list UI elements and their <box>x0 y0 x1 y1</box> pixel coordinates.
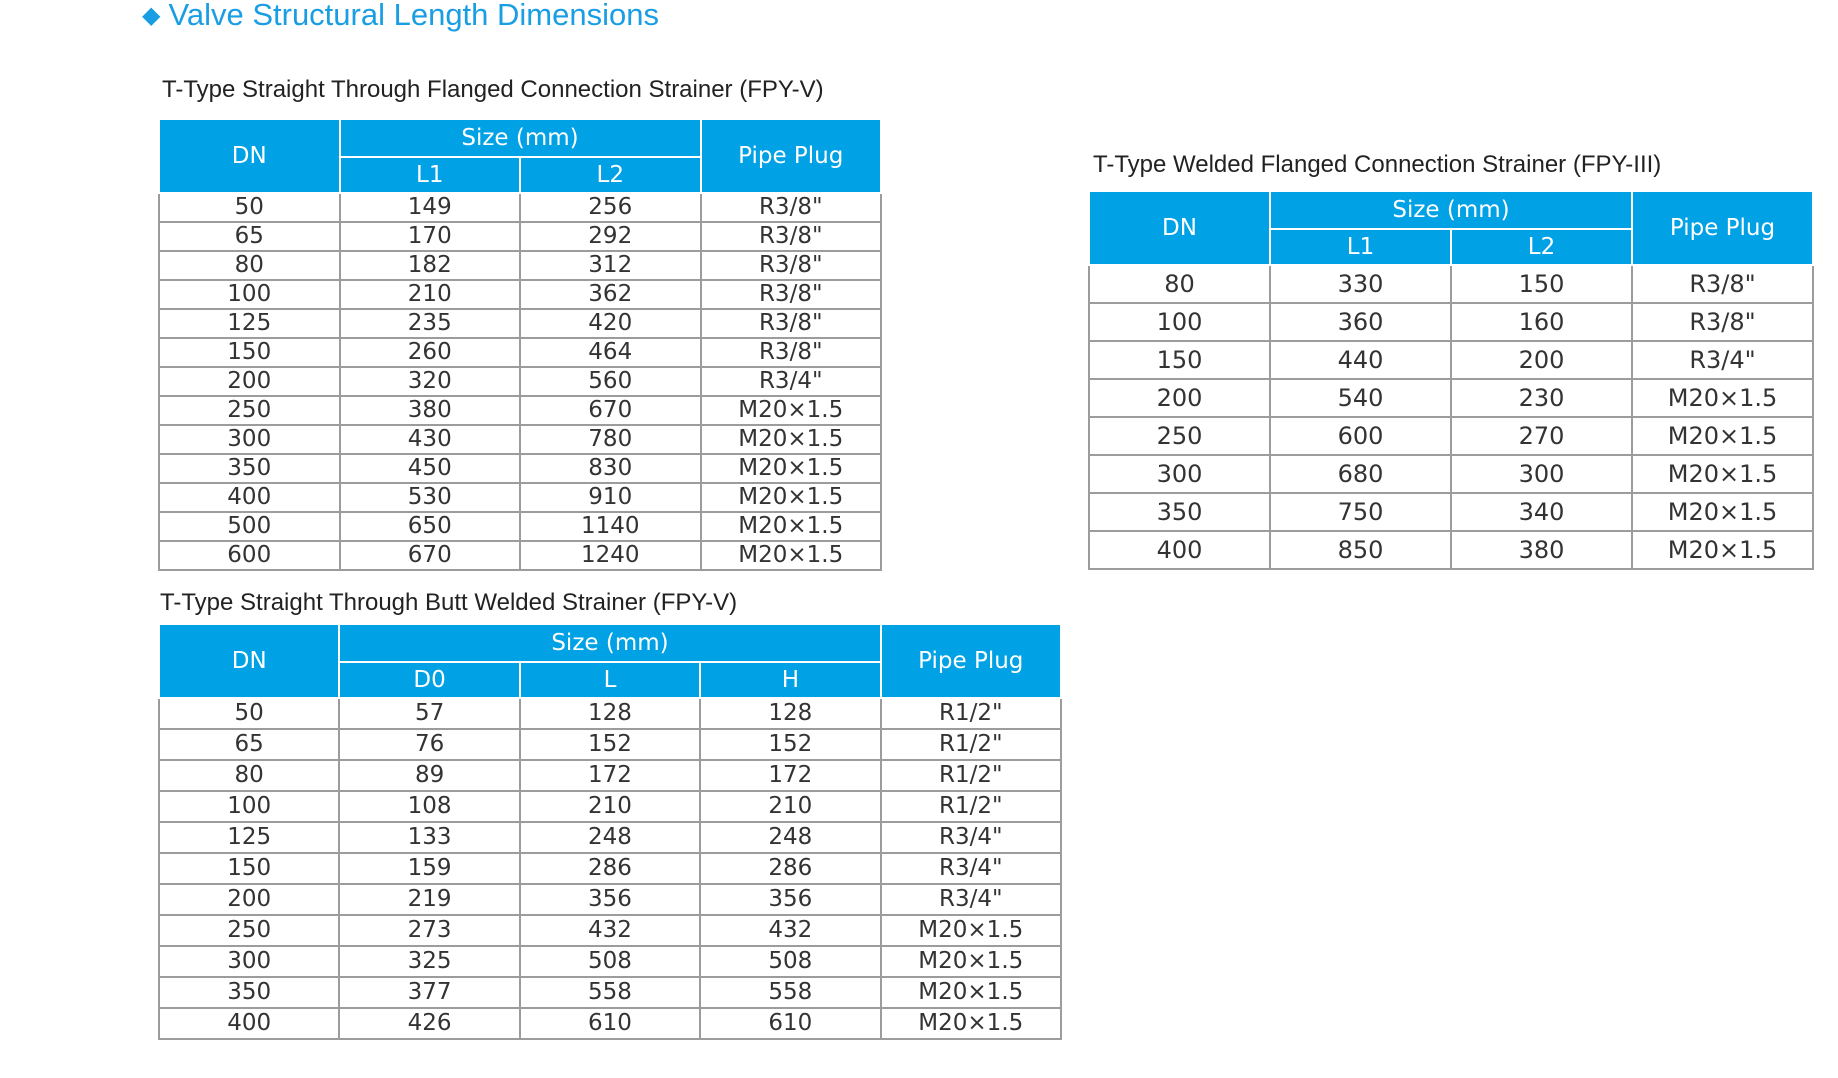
table-cell: M20×1.5 <box>881 915 1061 946</box>
table-cell: M20×1.5 <box>1632 417 1813 455</box>
table-cell: 312 <box>520 251 701 280</box>
table-row <box>1089 417 1813 455</box>
table-row <box>159 222 881 251</box>
header-d0: D0 <box>339 662 519 698</box>
section-title <box>142 0 659 31</box>
table-cell: M20×1.5 <box>1632 455 1813 493</box>
table-cell: 350 <box>159 454 340 483</box>
table1-caption: T-Type Straight Through Flanged Connection Strainer (FPY-V) <box>162 76 824 103</box>
diamond-bullet-icon: ◆ <box>142 2 161 29</box>
table-row <box>1089 265 1813 303</box>
table-cell: R3/4" <box>701 367 882 396</box>
table-cell: M20×1.5 <box>701 454 882 483</box>
table-cell: M20×1.5 <box>1632 531 1813 569</box>
table-cell: 362 <box>520 280 701 309</box>
table-cell: 286 <box>520 853 700 884</box>
table-cell: 1140 <box>520 512 701 541</box>
table-cell: 325 <box>339 946 519 977</box>
table-cell: 670 <box>520 396 701 425</box>
header-dn: DN <box>159 119 340 193</box>
table-row <box>159 698 1061 729</box>
table-cell: 830 <box>520 454 701 483</box>
table-cell: 432 <box>520 915 700 946</box>
table-cell: R3/4" <box>1632 341 1813 379</box>
table-cell: 270 <box>1451 417 1632 455</box>
table-cell: 380 <box>1451 531 1632 569</box>
table-cell: M20×1.5 <box>701 541 882 570</box>
table-cell: R3/8" <box>701 251 882 280</box>
table-row <box>159 396 881 425</box>
header-h: H <box>700 662 880 698</box>
table-cell: 133 <box>339 822 519 853</box>
table-cell: 400 <box>159 1008 339 1039</box>
table-cell: 650 <box>340 512 521 541</box>
table-row <box>159 791 1061 822</box>
table-cell: M20×1.5 <box>881 1008 1061 1039</box>
table-cell: 250 <box>159 396 340 425</box>
table-cell: 150 <box>1451 265 1632 303</box>
table-cell: 170 <box>340 222 521 251</box>
table-cell: 380 <box>340 396 521 425</box>
table-row <box>159 915 1061 946</box>
header-l: L <box>520 662 700 698</box>
table2-caption: T-Type Welded Flanged Connection Strainer (FPY-III) <box>1093 151 1662 178</box>
table-cell: 100 <box>159 280 340 309</box>
table-cell: R3/8" <box>1632 303 1813 341</box>
table-cell: R3/8" <box>1632 265 1813 303</box>
table-cell: 540 <box>1270 379 1451 417</box>
table-cell: 182 <box>340 251 521 280</box>
table-cell: 150 <box>159 853 339 884</box>
table-cell: 600 <box>1270 417 1451 455</box>
table-cell: 508 <box>520 946 700 977</box>
table-cell: R3/8" <box>701 280 882 309</box>
table-cell: 80 <box>159 760 339 791</box>
header-l1: L1 <box>1270 229 1451 265</box>
table-cell: 440 <box>1270 341 1451 379</box>
table-cell: 80 <box>159 251 340 280</box>
table-butt-welded-fpy-v <box>158 623 1062 1040</box>
table-cell: 172 <box>700 760 880 791</box>
table1-body <box>159 193 881 570</box>
header-l2: L2 <box>520 157 701 193</box>
table-cell: 50 <box>159 698 339 729</box>
table-row <box>159 425 881 454</box>
table-cell: 300 <box>1089 455 1270 493</box>
table-cell: 286 <box>700 853 880 884</box>
table-cell: 200 <box>1089 379 1270 417</box>
table-cell: R3/4" <box>881 884 1061 915</box>
table-row <box>159 977 1061 1008</box>
table-row <box>159 884 1061 915</box>
table-cell: 558 <box>520 977 700 1008</box>
table-row <box>159 309 881 338</box>
table-cell: 89 <box>339 760 519 791</box>
table-cell: 150 <box>1089 341 1270 379</box>
table-cell: 558 <box>700 977 880 1008</box>
table-cell: M20×1.5 <box>881 977 1061 1008</box>
table-cell: 210 <box>340 280 521 309</box>
table-cell: R3/4" <box>881 853 1061 884</box>
table-cell: 172 <box>520 760 700 791</box>
table-cell: R3/8" <box>701 222 882 251</box>
table-cell: 235 <box>340 309 521 338</box>
table-cell: 230 <box>1451 379 1632 417</box>
table-cell: 430 <box>340 425 521 454</box>
table-row <box>1089 531 1813 569</box>
table-cell: 320 <box>340 367 521 396</box>
header-size: Size (mm) <box>339 624 880 662</box>
table-row <box>1089 379 1813 417</box>
table-row <box>159 193 881 222</box>
table-cell: 65 <box>159 222 340 251</box>
table-cell: 360 <box>1270 303 1451 341</box>
table-cell: R1/2" <box>881 760 1061 791</box>
table-cell: 150 <box>159 338 340 367</box>
table-cell: 356 <box>520 884 700 915</box>
table-cell: 200 <box>1451 341 1632 379</box>
table-cell: 159 <box>339 853 519 884</box>
header-pipe-plug: Pipe Plug <box>701 119 882 193</box>
table-cell: 149 <box>340 193 521 222</box>
header-pipe-plug: Pipe Plug <box>1632 191 1813 265</box>
table-cell: 610 <box>700 1008 880 1039</box>
table-cell: 128 <box>520 698 700 729</box>
table-cell: 200 <box>159 367 340 396</box>
table-cell: 210 <box>700 791 880 822</box>
table-row <box>1089 341 1813 379</box>
table-cell: 300 <box>1451 455 1632 493</box>
table-cell: 76 <box>339 729 519 760</box>
table-cell: 250 <box>159 915 339 946</box>
table-cell: M20×1.5 <box>1632 493 1813 531</box>
table-cell: 450 <box>340 454 521 483</box>
table-row <box>159 729 1061 760</box>
table-cell: 400 <box>1089 531 1270 569</box>
table-welded-flanged-fpy-iii <box>1088 190 1814 570</box>
table-cell: R3/8" <box>701 309 882 338</box>
table-row <box>159 280 881 309</box>
table-cell: 508 <box>700 946 880 977</box>
table-cell: R3/4" <box>881 822 1061 853</box>
table-row <box>159 251 881 280</box>
table-cell: 80 <box>1089 265 1270 303</box>
table-cell: 750 <box>1270 493 1451 531</box>
table-cell: R3/8" <box>701 338 882 367</box>
table-row <box>159 512 881 541</box>
header-l2: L2 <box>1451 229 1632 265</box>
table-cell: 125 <box>159 822 339 853</box>
table-cell: 432 <box>700 915 880 946</box>
table-row <box>159 853 1061 884</box>
table-cell: 600 <box>159 541 340 570</box>
table-cell: 260 <box>340 338 521 367</box>
table2-body <box>1089 265 1813 569</box>
table-cell: 350 <box>1089 493 1270 531</box>
table-cell: 300 <box>159 946 339 977</box>
table3-caption: T-Type Straight Through Butt Welded Strainer (FPY-V) <box>160 589 738 616</box>
table-flanged-fpy-v <box>158 118 882 571</box>
table-cell: R1/2" <box>881 698 1061 729</box>
table-row <box>159 483 881 512</box>
table-cell: M20×1.5 <box>701 483 882 512</box>
table-cell: 100 <box>159 791 339 822</box>
table-cell: 500 <box>159 512 340 541</box>
table-cell: 300 <box>159 425 340 454</box>
table-cell: 530 <box>340 483 521 512</box>
table-cell: 340 <box>1451 493 1632 531</box>
table-cell: R1/2" <box>881 729 1061 760</box>
table-cell: R3/8" <box>701 193 882 222</box>
section-title-text: Valve Structural Length Dimensions <box>168 0 659 32</box>
table-cell: 210 <box>520 791 700 822</box>
table-cell: 273 <box>339 915 519 946</box>
table-cell: 248 <box>520 822 700 853</box>
table-cell: 350 <box>159 977 339 1008</box>
table-cell: 219 <box>339 884 519 915</box>
table-cell: 292 <box>520 222 701 251</box>
table-cell: 330 <box>1270 265 1451 303</box>
table-cell: 780 <box>520 425 701 454</box>
header-dn: DN <box>159 624 339 698</box>
header-l1: L1 <box>340 157 521 193</box>
table-row <box>1089 493 1813 531</box>
table3-body <box>159 698 1061 1039</box>
table-cell: 256 <box>520 193 701 222</box>
table-cell: 400 <box>159 483 340 512</box>
header-dn: DN <box>1089 191 1270 265</box>
table-cell: 152 <box>700 729 880 760</box>
table-row <box>159 946 1061 977</box>
table-cell: 426 <box>339 1008 519 1039</box>
table-cell: 670 <box>340 541 521 570</box>
table-cell: M20×1.5 <box>701 425 882 454</box>
table-cell: 152 <box>520 729 700 760</box>
table-cell: 910 <box>520 483 701 512</box>
table-row <box>159 338 881 367</box>
table-row <box>159 454 881 483</box>
table-cell: 680 <box>1270 455 1451 493</box>
table-row <box>159 367 881 396</box>
table-row <box>159 822 1061 853</box>
table-cell: 377 <box>339 977 519 1008</box>
table-cell: M20×1.5 <box>701 512 882 541</box>
table-cell: 356 <box>700 884 880 915</box>
header-size: Size (mm) <box>1270 191 1632 229</box>
table-row <box>159 760 1061 791</box>
table-cell: 850 <box>1270 531 1451 569</box>
table-row <box>159 1008 1061 1039</box>
table-cell: 50 <box>159 193 340 222</box>
table-cell: R1/2" <box>881 791 1061 822</box>
table-cell: M20×1.5 <box>881 946 1061 977</box>
table-row <box>1089 303 1813 341</box>
table-cell: 160 <box>1451 303 1632 341</box>
table-cell: 250 <box>1089 417 1270 455</box>
table-cell: 560 <box>520 367 701 396</box>
table-cell: 420 <box>520 309 701 338</box>
table-cell: 464 <box>520 338 701 367</box>
table-cell: 200 <box>159 884 339 915</box>
header-size: Size (mm) <box>340 119 701 157</box>
table-cell: M20×1.5 <box>1632 379 1813 417</box>
table-cell: 128 <box>700 698 880 729</box>
table-row <box>1089 455 1813 493</box>
table-cell: 100 <box>1089 303 1270 341</box>
header-pipe-plug: Pipe Plug <box>881 624 1061 698</box>
table-cell: 57 <box>339 698 519 729</box>
table-cell: M20×1.5 <box>701 396 882 425</box>
table-row <box>159 541 881 570</box>
table-cell: 610 <box>520 1008 700 1039</box>
table-cell: 65 <box>159 729 339 760</box>
table-cell: 108 <box>339 791 519 822</box>
table-cell: 248 <box>700 822 880 853</box>
table-cell: 1240 <box>520 541 701 570</box>
table-cell: 125 <box>159 309 340 338</box>
